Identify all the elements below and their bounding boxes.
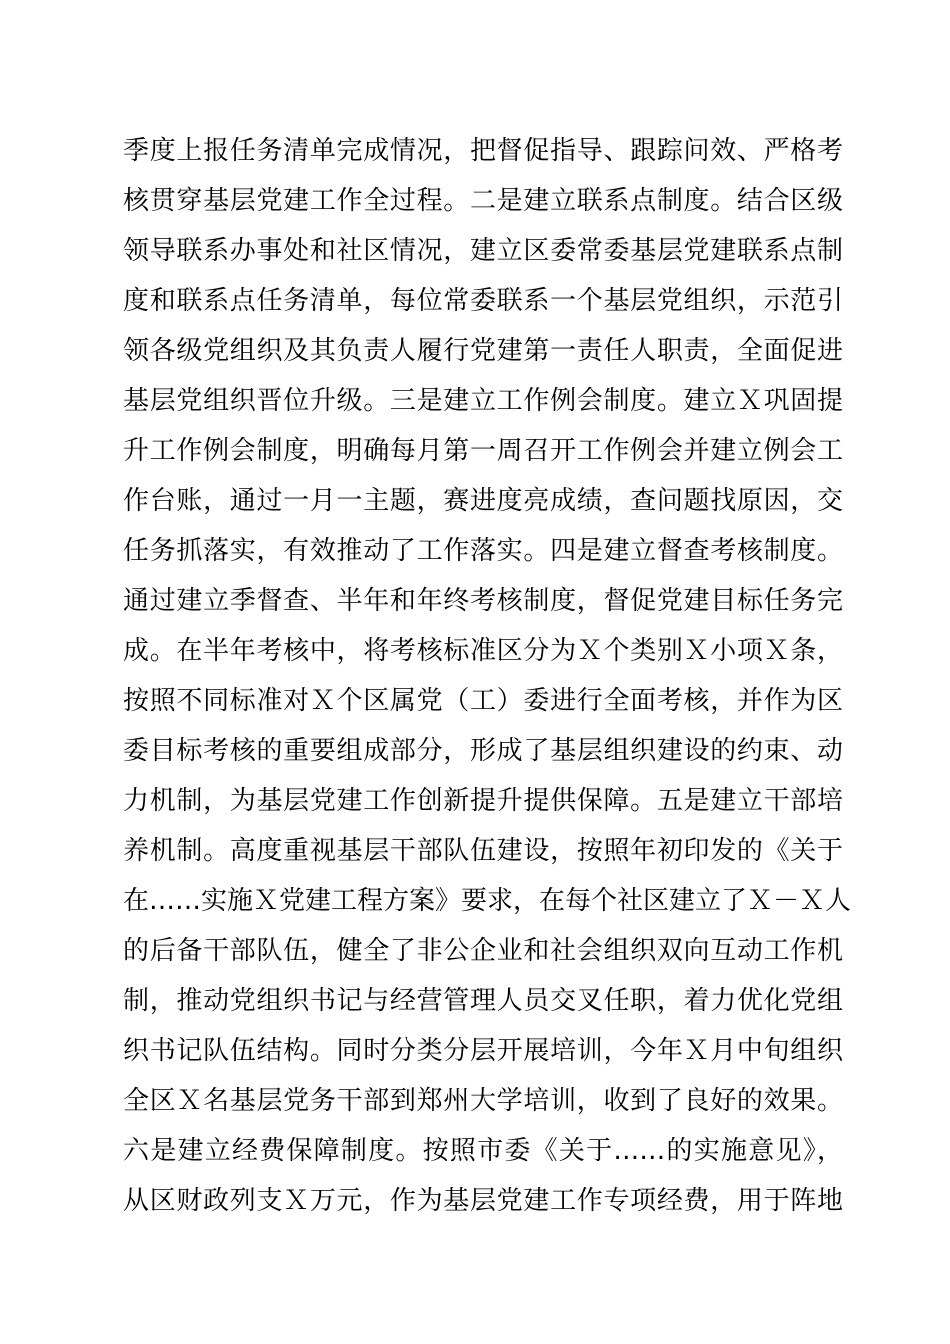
text-line: 制，推动党组织书记与经营管理人员交叉任职，着力优化党组	[123, 986, 843, 1016]
text-line: 从区财政列支Ｘ万元，作为基层党建工作专项经费，用于阵地	[123, 1186, 843, 1216]
text-line: 任务抓落实，有效推动了工作落实。四是建立督查考核制度。	[123, 536, 843, 566]
text-line: 领导联系办事处和社区情况，建立区委常委基层党建联系点制	[123, 236, 843, 266]
text-line: 的后备干部队伍，健全了非公企业和社会组织双向互动工作机	[123, 936, 843, 966]
text-line: 季度上报任务清单完成情况，把督促指导、跟踪问效、严格考	[123, 136, 843, 166]
text-line: 通过建立季督查、半年和年终考核制度，督促党建目标任务完	[123, 586, 843, 616]
text-line: 在……实施Ｘ党建工程方案》要求，在每个社区建立了Ｘ－Ｘ人	[123, 886, 852, 916]
text-line: 六是建立经费保障制度。按照市委《关于……的实施意见》，	[123, 1136, 843, 1166]
body-text	[123, 126, 852, 1226]
text-line: 基层党组织晋位升级。三是建立工作例会制度。建立Ｘ巩固提	[123, 386, 843, 416]
text-line: 作台账，通过一月一主题，赛进度亮成绩，查问题找原因，交	[123, 486, 843, 516]
text-line: 领各级党组织及其负责人履行党建第一责任人职责，全面促进	[123, 336, 843, 366]
text-line: 委目标考核的重要组成部分，形成了基层组织建设的约束、动	[123, 736, 843, 766]
text-line: 养机制。高度重视基层干部队伍建设，按照年初印发的《关于	[123, 836, 843, 866]
text-line: 织书记队伍结构。同时分类分层开展培训，今年Ｘ月中旬组织	[123, 1036, 843, 1066]
text-line: 核贯穿基层党建工作全过程。二是建立联系点制度。结合区级	[123, 186, 843, 216]
text-line: 全区Ｘ名基层党务干部到郑州大学培训，收到了良好的效果。	[123, 1086, 843, 1116]
text-line: 按照不同标准对Ｘ个区属党（工）委进行全面考核，并作为区	[123, 686, 843, 716]
text-line: 成。在半年考核中，将考核标准区分为Ｘ个类别Ｘ小项Ｘ条，	[123, 636, 843, 666]
text-line: 度和联系点任务清单，每位常委联系一个基层党组织，示范引	[123, 286, 843, 316]
text-line: 力机制，为基层党建工作创新提升提供保障。五是建立干部培	[123, 786, 843, 816]
text-line: 升工作例会制度，明确每月第一周召开工作例会并建立例会工	[123, 436, 843, 466]
